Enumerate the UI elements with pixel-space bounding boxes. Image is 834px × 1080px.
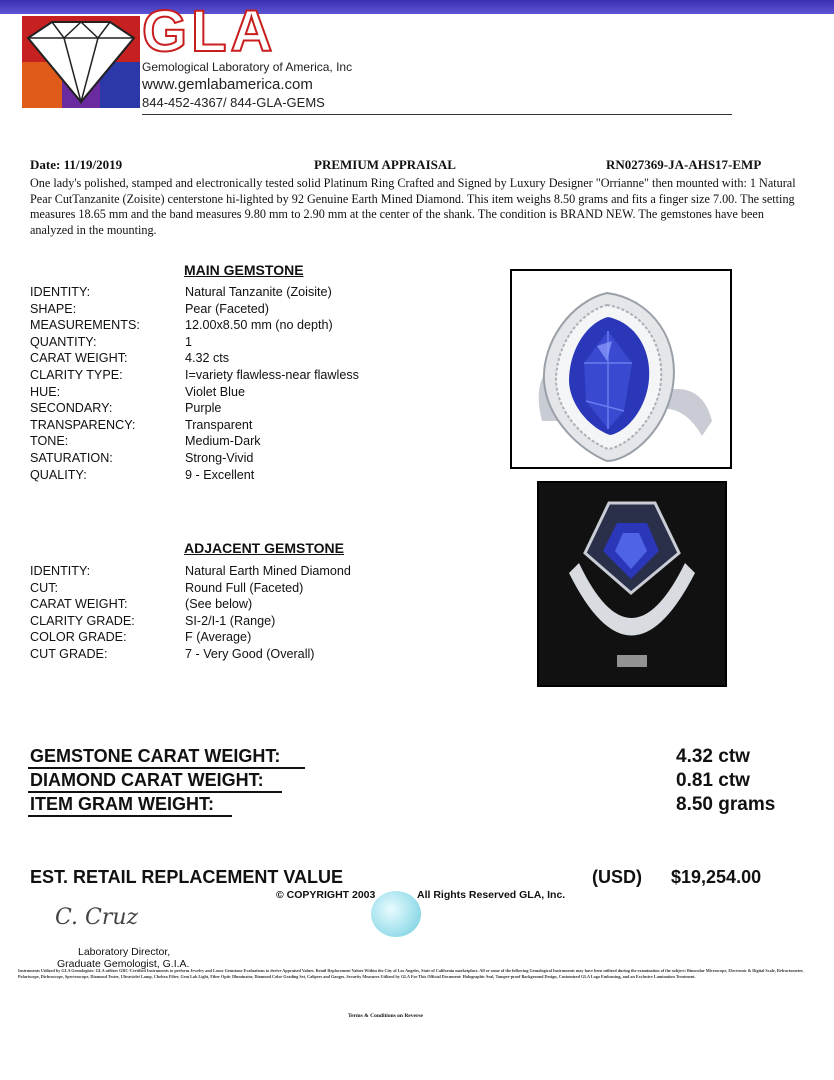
row-value: 7 - Very Good (Overall) (185, 647, 315, 661)
diamond-carat-label: DIAMOND CARAT WEIGHT: (30, 770, 264, 790)
table-row (30, 351, 490, 368)
underline (28, 815, 232, 817)
row-value: (See below) (185, 597, 253, 611)
table-row (30, 335, 490, 352)
header-divider (142, 114, 732, 115)
row-value: 4.32 cts (185, 351, 230, 365)
item-description: One lady's polished, stamped and electronically tested solid Platinum Ring Crafted and Signed by Luxury Designer "Orrianne" then mounted with: 1 Natural Pear CutTanzanite (Zoisite) centerstone hi-lighted by 92 Genuine Earth Mined Diamond. This item weighs 8.50 grams and fits a finger size 7.00. The setting measures 18.65 mm and the band measures 9.80 mm to 2.90 mm at the center of the shank. The condition is BRAND NEW. The gemstones have been analyzed in the mounting. (30, 176, 796, 237)
top-color-band (0, 0, 834, 14)
company-phone: 844-452-4367/ 844-GLA-GEMS (142, 95, 325, 110)
gemstone-carat-label: GEMSTONE CARAT WEIGHT: (30, 746, 281, 766)
row-value: I=variety flawless-near flawless (185, 368, 359, 382)
row-label: HUE: (30, 385, 61, 399)
row-value: Natural Tanzanite (Zoisite) (185, 285, 332, 299)
rights-text: All Rights Reserved GLA, Inc. (417, 889, 566, 901)
row-label: CLARITY GRADE: (30, 614, 135, 628)
row-label: CARAT WEIGHT: (30, 597, 128, 611)
table-row (30, 597, 490, 614)
row-value: 12.00x8.50 mm (no depth) (185, 318, 333, 332)
row-label: CUT GRADE: (30, 647, 108, 661)
item-gram-value: 8.50 grams (676, 794, 776, 815)
table-row (30, 401, 490, 418)
row-label: CLARITY TYPE: (30, 368, 123, 382)
row-label: QUANTITY: (30, 335, 97, 349)
row-label: CARAT WEIGHT: (30, 351, 128, 365)
table-row (30, 564, 490, 581)
row-value: 1 (185, 335, 193, 349)
director-signature: C. Cruz (55, 905, 139, 930)
director-title: Laboratory Director, (78, 946, 171, 958)
row-value: Strong-Vivid (185, 451, 254, 465)
row-value: Pear (Faceted) (185, 302, 269, 316)
underline (28, 767, 305, 769)
row-value: Purple (185, 401, 222, 415)
ring-side-photo (537, 481, 727, 687)
reference-number: RN027369-JA-AHS17-EMP (606, 157, 762, 172)
row-label: TRANSPARENCY: (30, 418, 136, 432)
retail-value-amount: $19,254.00 (671, 867, 762, 887)
row-label: SATURATION: (30, 451, 113, 465)
table-row (30, 385, 490, 402)
row-label: CUT: (30, 581, 58, 595)
gemstone-carat-value: 4.32 ctw (676, 746, 750, 767)
company-website[interactable]: www.gemlabamerica.com (142, 76, 313, 93)
row-label: QUALITY: (30, 468, 87, 482)
row-label: COLOR GRADE: (30, 630, 127, 644)
row-label: TONE: (30, 434, 69, 448)
item-gram-label: ITEM GRAM WEIGHT: (30, 794, 214, 814)
document-title: PREMIUM APPRAISAL (314, 157, 456, 172)
table-row (30, 368, 490, 385)
company-name: Gemological Laboratory of America, Inc (142, 60, 353, 74)
row-value: 9 - Excellent (185, 468, 255, 482)
row-value: F (Average) (185, 630, 252, 644)
fine-print: Instruments Utilized by GLA Gemologists: GLA utilizes GRC-Certified Instruments to perform Jewelry and Loose Gemstone Evaluations to derive Appraised Values. Retail Replacement Values Within the City of Los Angeles, State of California marketplace. All or some of the following Gemological Instruments may have been utilized during the examination of the subject: Binocular Microscope, Electronic & Digital Scale, Refractometer, Polariscope, Dichroscope, Spectroscope, Diamond Tester, Ultraviolet Lamp, Chelsea Filter, Gem Lab Light, Fiber Optic Illuminator, Diamond Color Grading Set, Calipers and Gauges. Security Measures Utilized by GLA For This Official Document: Holographic Seal, Tamper-proof Background Design, Customized GLA Logo Embossing, and an Exclusive Lamination Treatment. (18, 968, 804, 979)
table-row (30, 451, 490, 468)
table-row (30, 418, 490, 435)
gla-wordmark: GLA (142, 0, 277, 64)
row-value: Natural Earth Mined Diamond (185, 564, 351, 578)
retail-value-label: EST. RETAIL REPLACEMENT VALUE (30, 867, 344, 887)
table-row (30, 614, 490, 631)
appraisal-date: Date: 11/19/2019 (30, 157, 123, 172)
gla-diamond-logo (22, 16, 140, 108)
row-label: MEASUREMENTS: (30, 318, 140, 332)
table-row (30, 468, 490, 485)
underline (28, 791, 282, 793)
terms-note[interactable]: Terms & Conditions on Reverse (348, 1013, 423, 1019)
ring-front-photo (510, 269, 732, 469)
diamond-carat-value: 0.81 ctw (676, 770, 750, 791)
row-value: Round Full (Faceted) (185, 581, 304, 595)
row-label: SECONDARY: (30, 401, 113, 415)
row-label: IDENTITY: (30, 285, 91, 299)
row-label: SHAPE: (30, 302, 77, 316)
row-value: Transparent (185, 418, 253, 432)
row-value: SI-2/I-1 (Range) (185, 614, 276, 628)
row-value: Violet Blue (185, 385, 245, 399)
table-row (30, 302, 490, 319)
holographic-seal (371, 891, 421, 937)
adjacent-gemstone-heading: ADJACENT GEMSTONE (184, 540, 344, 556)
table-row (30, 318, 490, 335)
table-row (30, 434, 490, 451)
table-row (30, 630, 490, 647)
table-row (30, 285, 490, 302)
main-gemstone-heading: MAIN GEMSTONE (184, 262, 304, 278)
table-row (30, 647, 490, 664)
row-label: IDENTITY: (30, 564, 91, 578)
row-value: Medium-Dark (185, 434, 261, 448)
currency-label: (USD) (592, 867, 642, 887)
gemologist-title: Graduate Gemologist, G.I.A. (57, 958, 190, 970)
copyright-text: © COPYRIGHT 2003 (276, 889, 376, 901)
table-row (30, 581, 490, 598)
